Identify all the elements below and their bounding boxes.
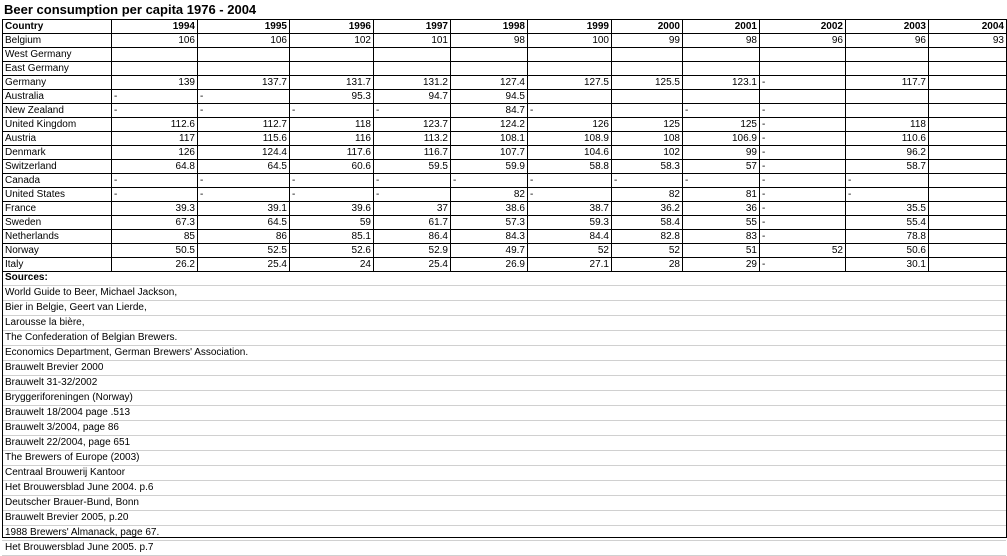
value-cell: 96: [846, 34, 929, 48]
value-cell: -: [760, 104, 846, 118]
value-cell: 124.2: [451, 118, 528, 132]
column-header-year: 1998: [451, 20, 528, 34]
value-cell: -: [374, 104, 451, 118]
value-cell: -: [451, 174, 528, 188]
value-cell: [929, 216, 1007, 230]
value-cell: 99: [683, 146, 760, 160]
value-cell: [846, 104, 929, 118]
table-header-row: [3, 20, 1007, 34]
table-row: [3, 34, 1007, 48]
table-row: [3, 62, 1007, 76]
value-cell: 64.5: [198, 160, 290, 174]
value-cell: 123.7: [374, 118, 451, 132]
table-row: [3, 48, 1007, 62]
page-title: Beer consumption per capita 1976 - 2004: [4, 2, 257, 17]
value-cell: 107.7: [451, 146, 528, 160]
value-cell: -: [112, 90, 198, 104]
value-cell: 64.5: [198, 216, 290, 230]
value-cell: [929, 230, 1007, 244]
value-cell: 96: [760, 34, 846, 48]
value-cell: -: [290, 104, 374, 118]
value-cell: 131.2: [374, 76, 451, 90]
table-row: [3, 118, 1007, 132]
value-cell: [846, 90, 929, 104]
value-cell: [929, 160, 1007, 174]
source-item: Brauwelt 31-32/2002: [2, 376, 1006, 391]
value-cell: 139: [112, 76, 198, 90]
value-cell: 51: [683, 244, 760, 258]
value-cell: -: [528, 104, 612, 118]
value-cell: 102: [290, 34, 374, 48]
table-row: [3, 244, 1007, 258]
value-cell: -: [374, 174, 451, 188]
value-cell: 85.1: [290, 230, 374, 244]
country-cell: Switzerland: [3, 160, 112, 174]
value-cell: 137.7: [198, 76, 290, 90]
value-cell: 84.4: [528, 230, 612, 244]
country-cell: Italy: [3, 258, 112, 272]
column-header-year: 1997: [374, 20, 451, 34]
value-cell: -: [846, 188, 929, 202]
value-cell: 125: [612, 118, 683, 132]
value-cell: 55: [683, 216, 760, 230]
value-cell: [612, 90, 683, 104]
value-cell: 50.6: [846, 244, 929, 258]
sources-heading: Sources:: [2, 271, 1006, 286]
value-cell: [846, 62, 929, 76]
source-item: Centraal Brouwerij Kantoor: [2, 466, 1006, 481]
value-cell: 57: [683, 160, 760, 174]
beer-consumption-table: [2, 19, 1007, 272]
value-cell: 52.6: [290, 244, 374, 258]
value-cell: 52.9: [374, 244, 451, 258]
table-row: [3, 104, 1007, 118]
value-cell: 30.1: [846, 258, 929, 272]
country-cell: United States: [3, 188, 112, 202]
value-cell: [929, 90, 1007, 104]
country-cell: Belgium: [3, 34, 112, 48]
value-cell: 110.6: [846, 132, 929, 146]
country-cell: Germany: [3, 76, 112, 90]
value-cell: -: [760, 202, 846, 216]
value-cell: -: [198, 188, 290, 202]
value-cell: 82: [451, 188, 528, 202]
value-cell: [929, 188, 1007, 202]
value-cell: [929, 244, 1007, 258]
value-cell: 58.4: [612, 216, 683, 230]
value-cell: 39.3: [112, 202, 198, 216]
value-cell: [374, 48, 451, 62]
value-cell: 35.5: [846, 202, 929, 216]
value-cell: 118: [290, 118, 374, 132]
value-cell: -: [112, 188, 198, 202]
value-cell: 60.6: [290, 160, 374, 174]
value-cell: 126: [112, 146, 198, 160]
value-cell: 116: [290, 132, 374, 146]
country-cell: United Kingdom: [3, 118, 112, 132]
value-cell: 39.1: [198, 202, 290, 216]
value-cell: [929, 174, 1007, 188]
value-cell: 98: [683, 34, 760, 48]
value-cell: -: [198, 104, 290, 118]
value-cell: -: [290, 188, 374, 202]
value-cell: 116.7: [374, 146, 451, 160]
table-row: [3, 202, 1007, 216]
value-cell: [929, 132, 1007, 146]
source-item: World Guide to Beer, Michael Jackson,: [2, 286, 1006, 301]
value-cell: 50.5: [112, 244, 198, 258]
value-cell: 108: [612, 132, 683, 146]
source-item: Het Brouwersblad June 2005. p.7: [2, 541, 1006, 556]
country-cell: West Germany: [3, 48, 112, 62]
value-cell: [929, 258, 1007, 272]
country-cell: New Zealand: [3, 104, 112, 118]
value-cell: 86.4: [374, 230, 451, 244]
value-cell: 36.2: [612, 202, 683, 216]
value-cell: 38.6: [451, 202, 528, 216]
country-cell: East Germany: [3, 62, 112, 76]
value-cell: 52.5: [198, 244, 290, 258]
column-header-year: 1995: [198, 20, 290, 34]
source-item: The Brewers of Europe (2003): [2, 451, 1006, 466]
source-item: Brauwelt Brevier 2005, p.20: [2, 511, 1006, 526]
value-cell: 125.5: [612, 76, 683, 90]
value-cell: [929, 118, 1007, 132]
value-cell: 52: [528, 244, 612, 258]
value-cell: [612, 62, 683, 76]
table-row: [3, 90, 1007, 104]
value-cell: 27.1: [528, 258, 612, 272]
value-cell: 93: [929, 34, 1007, 48]
column-header-year: 1999: [528, 20, 612, 34]
value-cell: -: [612, 174, 683, 188]
column-header-year: 2001: [683, 20, 760, 34]
value-cell: 106: [112, 34, 198, 48]
value-cell: 96.2: [846, 146, 929, 160]
value-cell: -: [760, 118, 846, 132]
value-cell: 64.8: [112, 160, 198, 174]
value-cell: 94.5: [451, 90, 528, 104]
value-cell: 28: [612, 258, 683, 272]
value-cell: 94.7: [374, 90, 451, 104]
value-cell: -: [528, 174, 612, 188]
value-cell: 82.8: [612, 230, 683, 244]
value-cell: -: [290, 174, 374, 188]
value-cell: 52: [612, 244, 683, 258]
source-item: Brauwelt 3/2004, page 86: [2, 421, 1006, 436]
value-cell: 124.4: [198, 146, 290, 160]
value-cell: [451, 62, 528, 76]
column-header-year: 2003: [846, 20, 929, 34]
country-cell: Australia: [3, 90, 112, 104]
value-cell: -: [760, 188, 846, 202]
value-cell: 95.3: [290, 90, 374, 104]
value-cell: [929, 104, 1007, 118]
value-cell: [528, 90, 612, 104]
table-row: [3, 258, 1007, 272]
value-cell: 85: [112, 230, 198, 244]
value-cell: 81: [683, 188, 760, 202]
value-cell: 59.9: [451, 160, 528, 174]
source-item: Bryggeriforeningen (Norway): [2, 391, 1006, 406]
value-cell: 58.7: [846, 160, 929, 174]
value-cell: 39.6: [290, 202, 374, 216]
table-row: [3, 216, 1007, 230]
value-cell: [760, 48, 846, 62]
source-item: Economics Department, German Brewers' Association.: [2, 346, 1006, 361]
value-cell: 59: [290, 216, 374, 230]
value-cell: 57.3: [451, 216, 528, 230]
source-item: Bier in Belgie, Geert van Lierde,: [2, 301, 1006, 316]
value-cell: 84.7: [451, 104, 528, 118]
value-cell: 104.6: [528, 146, 612, 160]
value-cell: [374, 62, 451, 76]
value-cell: 78.8: [846, 230, 929, 244]
table-body: [3, 34, 1007, 272]
country-cell: Denmark: [3, 146, 112, 160]
country-cell: Norway: [3, 244, 112, 258]
value-cell: -: [760, 76, 846, 90]
table-row: [3, 146, 1007, 160]
value-cell: [612, 48, 683, 62]
value-cell: 131.7: [290, 76, 374, 90]
value-cell: 106.9: [683, 132, 760, 146]
value-cell: -: [198, 90, 290, 104]
value-cell: 125: [683, 118, 760, 132]
table-row: [3, 132, 1007, 146]
table-row: [3, 174, 1007, 188]
sources-section: [2, 271, 1006, 556]
value-cell: [528, 48, 612, 62]
value-cell: 49.7: [451, 244, 528, 258]
value-cell: 67.3: [112, 216, 198, 230]
value-cell: [112, 62, 198, 76]
value-cell: [198, 62, 290, 76]
value-cell: 117.7: [846, 76, 929, 90]
value-cell: [683, 62, 760, 76]
source-item: Deutscher Brauer-Bund, Bonn: [2, 496, 1006, 511]
value-cell: [929, 62, 1007, 76]
value-cell: -: [760, 146, 846, 160]
value-cell: 36: [683, 202, 760, 216]
value-cell: -: [112, 174, 198, 188]
value-cell: -: [198, 174, 290, 188]
value-cell: 37: [374, 202, 451, 216]
value-cell: [451, 48, 528, 62]
value-cell: 59.5: [374, 160, 451, 174]
value-cell: 123.1: [683, 76, 760, 90]
value-cell: 24: [290, 258, 374, 272]
value-cell: 101: [374, 34, 451, 48]
value-cell: 83: [683, 230, 760, 244]
value-cell: [528, 62, 612, 76]
value-cell: -: [112, 104, 198, 118]
table-row: [3, 160, 1007, 174]
value-cell: 98: [451, 34, 528, 48]
value-cell: [198, 48, 290, 62]
source-item: Brauwelt 22/2004, page 651: [2, 436, 1006, 451]
value-cell: 106: [198, 34, 290, 48]
value-cell: [683, 90, 760, 104]
value-cell: 113.2: [374, 132, 451, 146]
value-cell: [929, 48, 1007, 62]
value-cell: 58.3: [612, 160, 683, 174]
value-cell: 82: [612, 188, 683, 202]
value-cell: [929, 76, 1007, 90]
value-cell: -: [528, 188, 612, 202]
source-item: Brauwelt 18/2004 page .513: [2, 406, 1006, 421]
value-cell: 108.1: [451, 132, 528, 146]
column-header-year: 2002: [760, 20, 846, 34]
country-cell: France: [3, 202, 112, 216]
table-row: [3, 76, 1007, 90]
value-cell: 61.7: [374, 216, 451, 230]
value-cell: [290, 48, 374, 62]
country-cell: Austria: [3, 132, 112, 146]
value-cell: 58.8: [528, 160, 612, 174]
value-cell: 112.6: [112, 118, 198, 132]
value-cell: [612, 104, 683, 118]
value-cell: 126: [528, 118, 612, 132]
value-cell: 52: [760, 244, 846, 258]
value-cell: 102: [612, 146, 683, 160]
column-header-year: 1994: [112, 20, 198, 34]
source-item: The Confederation of Belgian Brewers.: [2, 331, 1006, 346]
table-row: [3, 188, 1007, 202]
value-cell: -: [683, 174, 760, 188]
value-cell: 25.4: [198, 258, 290, 272]
value-cell: 26.2: [112, 258, 198, 272]
value-cell: 108.9: [528, 132, 612, 146]
value-cell: -: [760, 174, 846, 188]
country-cell: Netherlands: [3, 230, 112, 244]
value-cell: 115.6: [198, 132, 290, 146]
source-item: Het Brouwersblad June 2004. p.6: [2, 481, 1006, 496]
value-cell: 127.5: [528, 76, 612, 90]
value-cell: 118: [846, 118, 929, 132]
value-cell: -: [760, 160, 846, 174]
value-cell: [760, 90, 846, 104]
value-cell: [683, 48, 760, 62]
value-cell: 99: [612, 34, 683, 48]
source-item: Larousse la bière,: [2, 316, 1006, 331]
value-cell: 112.7: [198, 118, 290, 132]
source-item: Brauwelt Brevier 2000: [2, 361, 1006, 376]
value-cell: 59.3: [528, 216, 612, 230]
value-cell: -: [374, 188, 451, 202]
value-cell: [929, 202, 1007, 216]
column-header-year: 2000: [612, 20, 683, 34]
country-cell: Sweden: [3, 216, 112, 230]
value-cell: 117: [112, 132, 198, 146]
value-cell: -: [846, 174, 929, 188]
value-cell: [112, 48, 198, 62]
value-cell: 25.4: [374, 258, 451, 272]
value-cell: 29: [683, 258, 760, 272]
value-cell: 127.4: [451, 76, 528, 90]
value-cell: -: [760, 258, 846, 272]
value-cell: [290, 62, 374, 76]
value-cell: -: [760, 230, 846, 244]
column-header-country: Country: [3, 20, 112, 34]
value-cell: [929, 146, 1007, 160]
value-cell: 84.3: [451, 230, 528, 244]
value-cell: [846, 48, 929, 62]
column-header-year: 2004: [929, 20, 1007, 34]
value-cell: 117.6: [290, 146, 374, 160]
value-cell: 26.9: [451, 258, 528, 272]
value-cell: 55.4: [846, 216, 929, 230]
source-item: 1988 Brewers' Almanack, page 67.: [2, 526, 1006, 541]
value-cell: -: [760, 216, 846, 230]
value-cell: -: [683, 104, 760, 118]
value-cell: 86: [198, 230, 290, 244]
country-cell: Canada: [3, 174, 112, 188]
value-cell: -: [760, 132, 846, 146]
value-cell: 38.7: [528, 202, 612, 216]
value-cell: 100: [528, 34, 612, 48]
table-row: [3, 230, 1007, 244]
value-cell: [760, 62, 846, 76]
column-header-year: 1996: [290, 20, 374, 34]
